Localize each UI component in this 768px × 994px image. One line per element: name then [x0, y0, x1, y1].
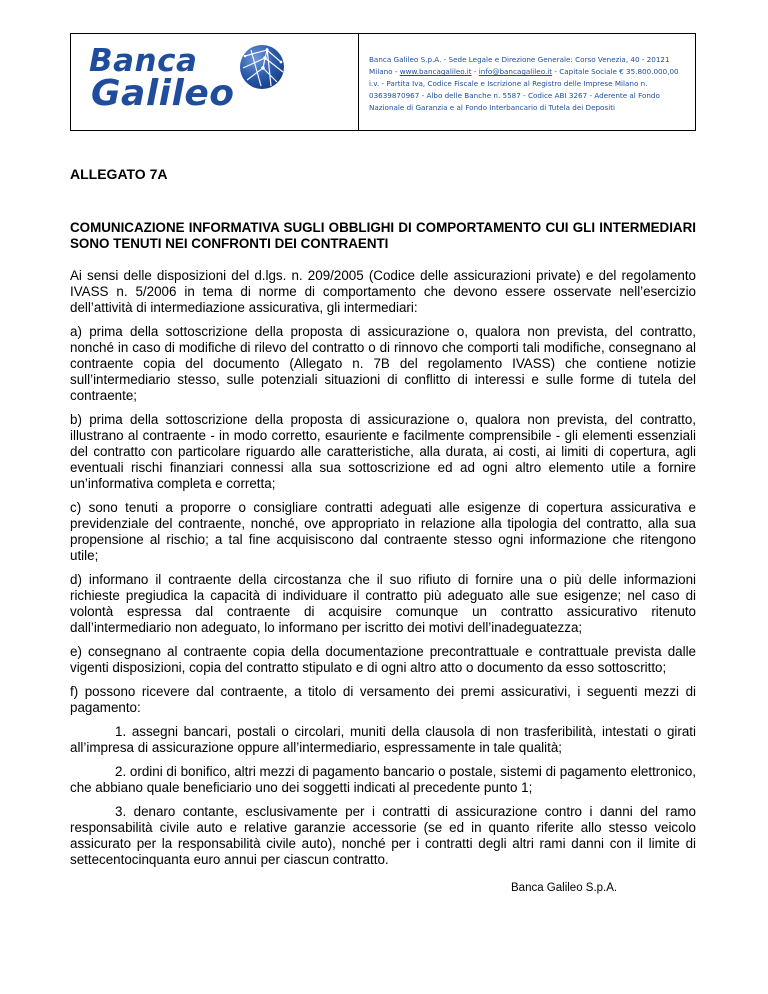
item-d: d) informano il contraente della circostanza che il suo rifiuto di fornire una o più delle informazioni richieste pregiudica la capacità di individuare il contratto più adeguato alle sue esigenze; nel caso di volontà espressa dal contraente di acquisire comunque un contratto assicurativo ritenuto dall’intermediario non adeguato, lo informano per iscritto dei motivi dell’inadeguatezza; — [70, 572, 696, 635]
item-a: a) prima della sottoscrizione della proposta di assicurazione o, qualora non prevista, del contratto, nonché in caso di modifiche di rilevo del contratto o di rinnovo che comporti tali modifiche, consegnano al contraente copia del documento (Allegato n. 7B del regolamento IVASS) che contiene notizie sull’intermediario stesso, sulle potenziali situazioni di conflitto di interessi e sulle forme di tutela del contraente; — [70, 324, 696, 403]
company-info-line: Banca Galileo S.p.A. - Sede Legale e Direzione Generale: Corso Venezia, 40 - 20121 Milano - — [369, 55, 670, 76]
logo-word-banca: Banca — [89, 43, 198, 79]
email-link[interactable]: info@bancagalileo.it — [478, 67, 553, 76]
bank-logo — [89, 43, 235, 114]
document-body — [70, 220, 696, 876]
info-separator: - — [471, 67, 479, 76]
company-info-details: - Capitale Sociale € 35.800.000,00 i.v. - Partita Iva, Codice Fiscale e Iscrizione al Registro delle Imprese Milano n. 03639870967 - Albo delle Banche n. 5587 - Codice ABI 3267 - Aderente al Fondo Nazionale di Garanzia e al Fondo Interbancario di Tutela dei Depositi — [369, 67, 679, 112]
globe-logo-icon — [237, 42, 287, 92]
website-link[interactable]: www.bancagalileo.it — [399, 67, 472, 76]
intro-paragraph: Ai sensi delle disposizioni del d.lgs. n. 209/2005 (Codice delle assicurazioni private) e del regolamento IVASS n. 5/2006 in tema di norme di comportamento che devono essere osservate nell’esercizio dell’attività di intermediazione assicurativa, gli intermediari: — [70, 268, 696, 315]
signature: Banca Galileo S.p.A. — [511, 882, 618, 894]
company-info-text — [369, 54, 687, 114]
letterhead — [70, 33, 696, 131]
item-f: f) possono ricevere dal contraente, a titolo di versamento dei premi assicurativi, i seguenti mezzi di pagamento: — [70, 684, 696, 715]
sub-item-1: 1. assegni bancari, postali o circolari, muniti della clausola di non trasferibilità, intestati o girati all’impresa di assicurazione oppure all’intermediario, espressamente in tale qualità; — [70, 724, 696, 755]
logo-area — [71, 34, 359, 130]
item-c: c) sono tenuti a proporre o consigliare contratti adeguati alle esigenze di copertura assicurativa e previdenziale del contraente, nonché, ove appropriato in relazione alla tipologia del contratto, alla sua propensione al rischio; a tal fine acquisiscono dal contraente stesso ogni informazione che ritengono utile; — [70, 500, 696, 563]
document-title: COMUNICAZIONE INFORMATIVA SUGLI OBBLIGHI DI COMPORTAMENTO CUI GLI INTERMEDIARI SONO TENUTI NEI CONFRONTI DEI CONTRAENTI — [70, 220, 696, 251]
sub-item-3: 3. denaro contante, esclusivamente per i contratti di assicurazione contro i danni del ramo responsabilità civile auto e relative garanzie accessorie (se ed in quanto riferite allo stesso veicolo assicurato per la responsabilità civile auto), nonché per i contratti degli altri rami danni con il limite di settecentocinquanta euro annui per ciascun contratto. — [70, 804, 696, 867]
item-e: e) consegnano al contraente copia della documentazione precontrattuale e contrattuale prevista dalle vigenti disposizioni, copia del contratto stipulato e di ogni altro atto o documento da esso sottoscritto; — [70, 644, 696, 675]
company-info — [359, 34, 695, 130]
logo-word-galileo: Galileo — [91, 73, 235, 114]
item-b: b) prima della sottoscrizione della proposta di assicurazione o, qualora non prevista, del contratto, illustrano al contraente - in modo corretto, esauriente e facilmente comprensibile - gli elementi essenziali del contratto con particolare riguardo alle caratteristiche, alla durata, ai costi, ai limiti di copertura, agli eventuali rischi finanziari connessi alla sua sottoscrizione ed ad ogni altro elemento utile a fornire un’informativa completa e corretta; — [70, 412, 696, 491]
sub-item-2: 2. ordini di bonifico, altri mezzi di pagamento bancario o postale, sistemi di pagamento elettronico, che abbiano quale beneficiario uno dei soggetti indicati al precedente punto 1; — [70, 764, 696, 795]
allegato-heading: ALLEGATO 7A — [70, 166, 168, 182]
